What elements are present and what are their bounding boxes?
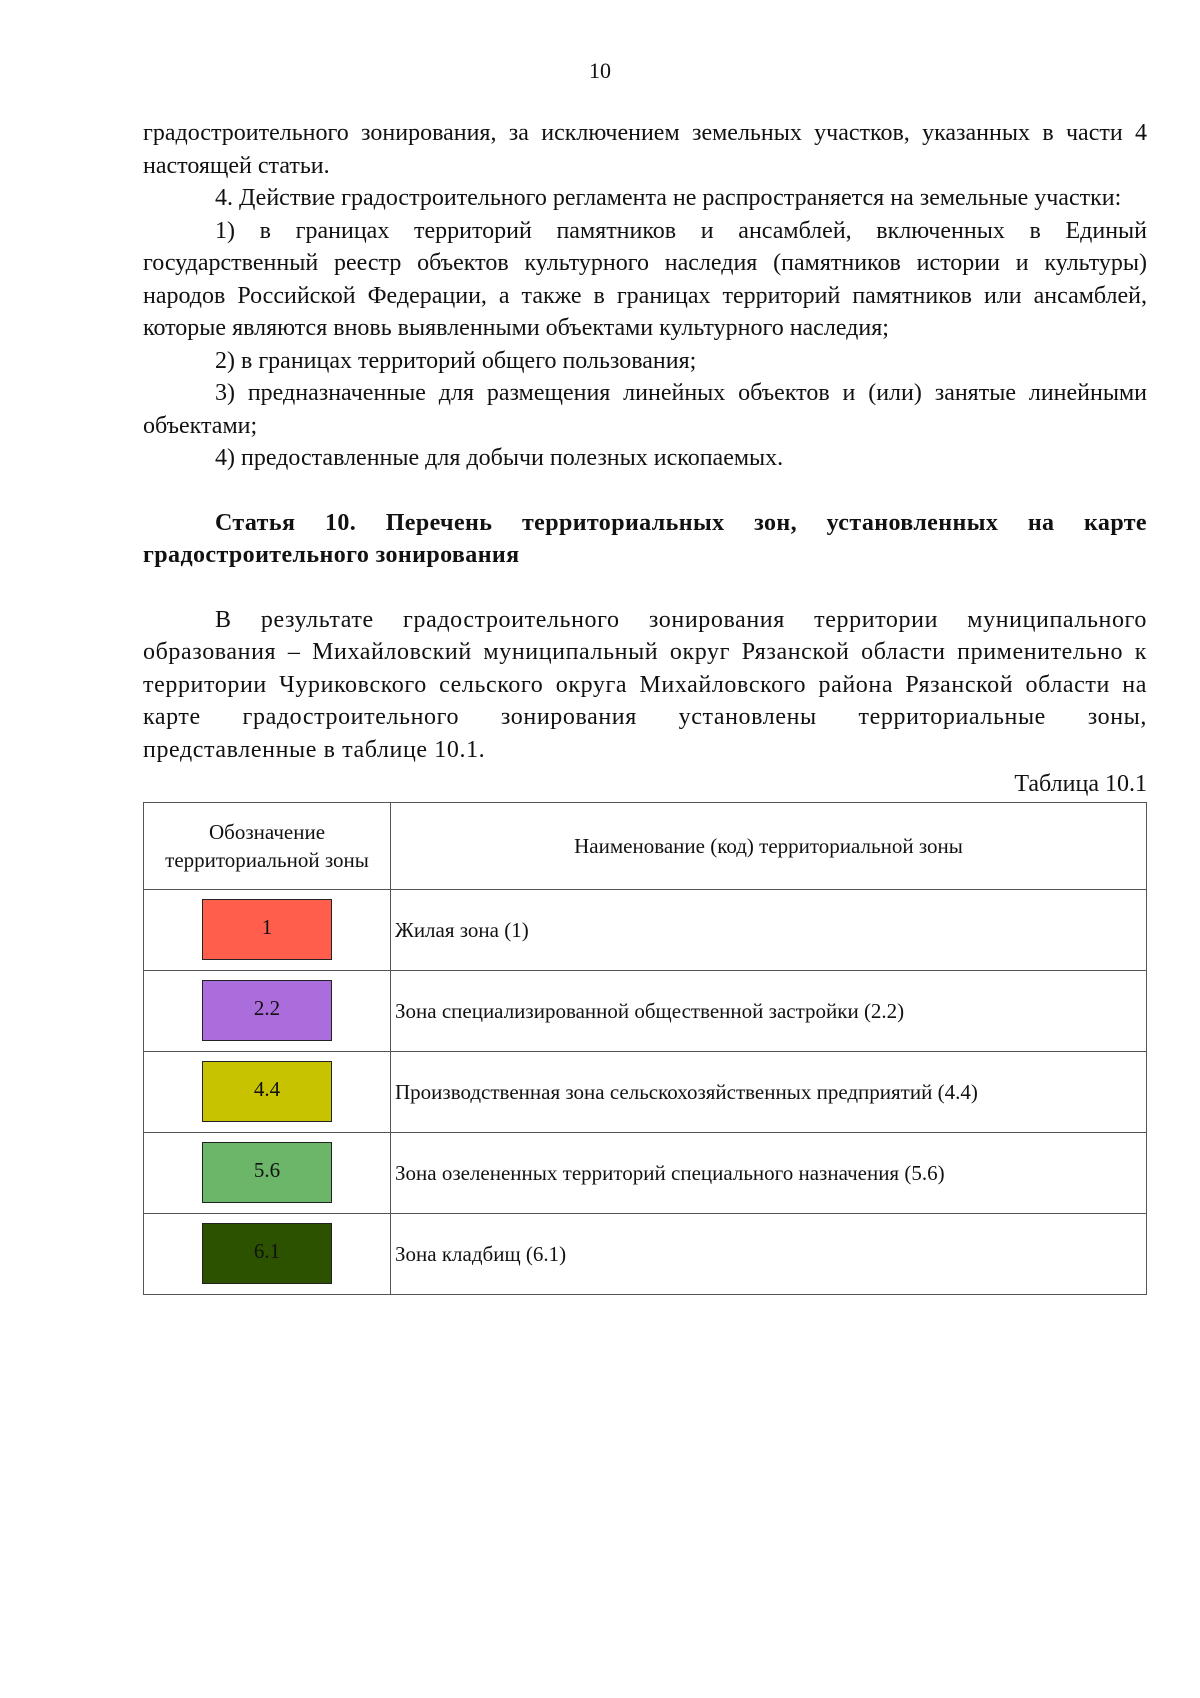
zone-name-cell: Производственная зона сельскохозяйственных предприятий (4.4) [391,1051,1147,1132]
zone-color-swatch: 2.2 [202,980,332,1041]
paragraph-continuation: градостроительного зонирования, за исключением земельных участков, указанных в части 4 настоящей статьи. [143,120,1147,179]
zone-color-swatch: 5.6 [202,1142,332,1203]
list-item-2: 2) в границах территорий общего пользования; [215,347,697,374]
table-row [144,970,1147,1051]
zone-code-cell [144,889,391,970]
intro-paragraph: В результате градостроительного зонирования территории муниципального образования – Михайловский муниципальный округ Рязанской области применительно к территории Чуриковского сельского округа Михайловского района Рязанской области на карте градостроительного зонирования установлены территориальные зоны, представленные в таблице 10.1. [143,606,1147,763]
zone-name-cell: Жилая зона (1) [391,889,1147,970]
zone-code-cell [144,1051,391,1132]
zone-name-cell: Зона специализированной общественной застройки (2.2) [391,970,1147,1051]
table-row [144,1132,1147,1213]
list-item-4: 4) предоставленные для добычи полезных ископаемых. [215,445,784,471]
table-row [144,1051,1147,1132]
table-row [144,889,1147,970]
header-code: Обозначение территориальной зоны [144,802,391,889]
zone-code-cell [144,1132,391,1213]
zone-code-cell [144,970,391,1051]
zones-table [143,802,1147,1295]
table-caption: Таблица 10.1 [1014,771,1147,797]
zone-color-swatch: 4.4 [202,1061,332,1122]
page-number: 10 [589,58,611,83]
zone-name-cell: Зона озелененных территорий специального назначения (5.6) [391,1132,1147,1213]
zone-code-cell [144,1213,391,1294]
table-row [144,1213,1147,1294]
zone-color-swatch: 1 [202,899,332,960]
article-title: Статья 10. Перечень территориальных зон, установленных на карте градостроительного зонирования [143,509,1147,568]
document-body [143,117,1147,1295]
table-header-row [144,802,1147,889]
list-item-3: 3) предназначенные для размещения линейных объектов и (или) занятые линейными объектами; [143,380,1147,439]
zone-color-swatch: 6.1 [202,1223,332,1284]
paragraph-item-4: 4. Действие градостроительного регламента не распространяется на земельные участки: [215,185,1122,211]
zone-name-cell: Зона кладбищ (6.1) [391,1213,1147,1294]
list-item-1: 1) в границах территорий памятников и ансамблей, включенных в Единый государственный реестр объектов культурного наследия (памятников истории и культуры) народов Российской Федерации, а также в границах территорий памятников или ансамблей, которые являются вновь выявленными объектами культурного наследия; [143,217,1147,341]
header-name: Наименование (код) территориальной зоны [391,802,1147,889]
